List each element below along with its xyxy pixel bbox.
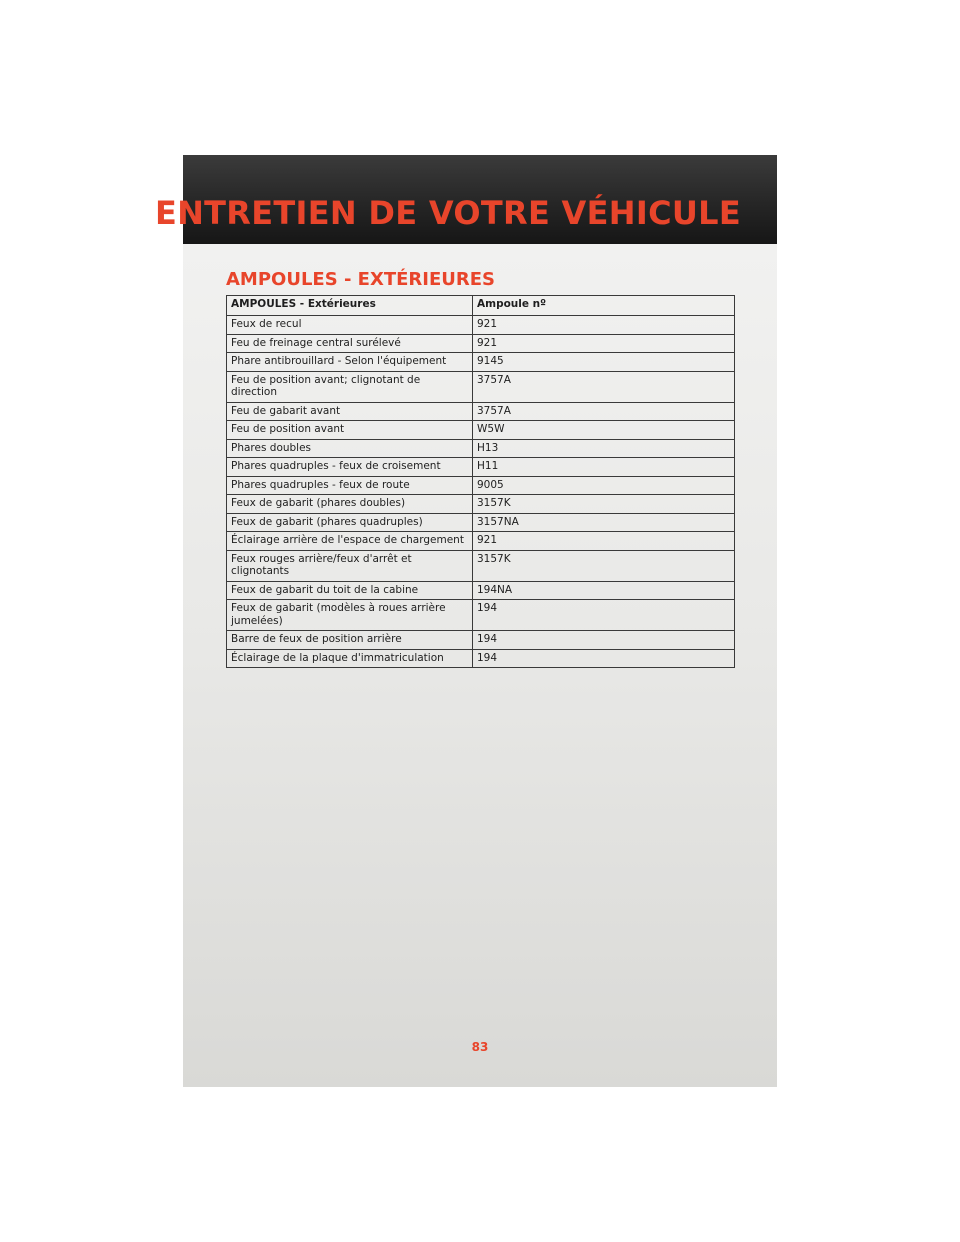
table-header-row — [227, 296, 735, 316]
section-title: AMPOULES - EXTÉRIEURES — [226, 269, 496, 290]
bulb-number: 9005 — [473, 476, 735, 495]
bulb-location: Barre de feux de position arrière — [227, 631, 473, 650]
bulb-location: Phares quadruples - feux de croisement — [227, 458, 473, 477]
header-band — [154, 155, 777, 244]
bulb-location: Feux de gabarit (modèles à roues arrière jumelées) — [227, 600, 473, 631]
page-number: 83 — [471, 1040, 489, 1054]
bulb-table — [226, 295, 735, 668]
chapter-title: ENTRETIEN DE VOTRE VÉHICULE — [154, 194, 741, 232]
table-row — [227, 402, 735, 421]
bulb-location: Feux de gabarit du toit de la cabine — [227, 581, 473, 600]
bulb-location: Feux rouges arrière/feux d'arrêt et clignotants — [227, 550, 473, 581]
table-row — [227, 550, 735, 581]
table-row — [227, 649, 735, 668]
bulb-location: Feux de recul — [227, 316, 473, 335]
bulb-number: 3757A — [473, 402, 735, 421]
table-row — [227, 476, 735, 495]
manual-page — [154, 155, 777, 1087]
bulb-location: Phares quadruples - feux de route — [227, 476, 473, 495]
bulb-number: 3157K — [473, 495, 735, 514]
bulb-location: Feu de gabarit avant — [227, 402, 473, 421]
table-row — [227, 513, 735, 532]
bulb-location: Feux de gabarit (phares doubles) — [227, 495, 473, 514]
bulb-number: 3157K — [473, 550, 735, 581]
bulb-location: Éclairage arrière de l'espace de chargement — [227, 532, 473, 551]
table-row — [227, 334, 735, 353]
bulb-location: Feu de position avant — [227, 421, 473, 440]
bulb-number: W5W — [473, 421, 735, 440]
table-row — [227, 458, 735, 477]
bulb-number: 3757A — [473, 371, 735, 402]
table-row — [227, 353, 735, 372]
bulb-location: Phare antibrouillard - Selon l'équipement — [227, 353, 473, 372]
bulb-number: 921 — [473, 316, 735, 335]
table-row — [227, 532, 735, 551]
column-header-location: AMPOULES - Extérieures — [227, 296, 473, 316]
bulb-number: 194 — [473, 600, 735, 631]
table-row — [227, 371, 735, 402]
bulb-location: Phares doubles — [227, 439, 473, 458]
table-row — [227, 631, 735, 650]
bulb-number: 194 — [473, 649, 735, 668]
bulb-location: Feu de freinage central surélevé — [227, 334, 473, 353]
table-row — [227, 421, 735, 440]
column-header-bulb-number: Ampoule nº — [473, 296, 735, 316]
bulb-location: Feux de gabarit (phares quadruples) — [227, 513, 473, 532]
table-row — [227, 581, 735, 600]
bulb-location: Éclairage de la plaque d'immatriculation — [227, 649, 473, 668]
bulb-number: 921 — [473, 532, 735, 551]
table-row — [227, 316, 735, 335]
bulb-number: H13 — [473, 439, 735, 458]
bulb-number: 194 — [473, 631, 735, 650]
table-row — [227, 439, 735, 458]
bulb-number: H11 — [473, 458, 735, 477]
bulb-number: 9145 — [473, 353, 735, 372]
bulb-number: 3157NA — [473, 513, 735, 532]
table-row — [227, 495, 735, 514]
table-row — [227, 600, 735, 631]
bulb-number: 921 — [473, 334, 735, 353]
bulb-number: 194NA — [473, 581, 735, 600]
bulb-location: Feu de position avant; clignotant de direction — [227, 371, 473, 402]
